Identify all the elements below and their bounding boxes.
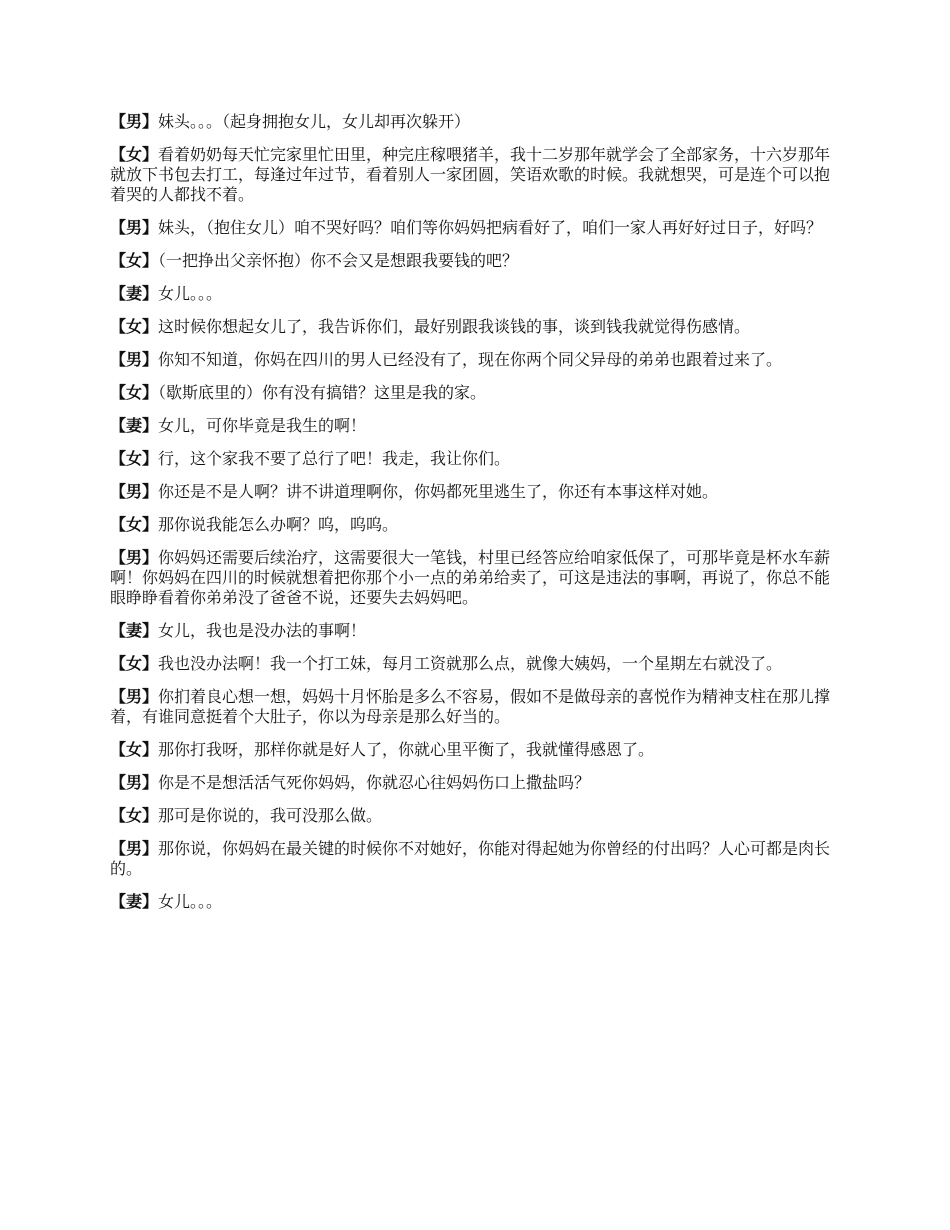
speaker-tag: 【妻】 bbox=[110, 284, 159, 303]
speaker-tag: 【妻】 bbox=[110, 416, 159, 435]
speaker-tag: 【男】 bbox=[110, 482, 159, 501]
dialogue-paragraph bbox=[110, 350, 840, 370]
dialogue-line: 你妈妈还需要后续治疗，这需要很大一笔钱，村里已经答应给咱家低保了，可那毕竟是杯水车薪啊！你妈妈在四川的时候就想着把你那个小一点的弟弟给卖了，可这是违法的事啊，再说了，你总不能眼睁睁看着你弟弟没了爸爸不说，还要失去妈妈吧。 bbox=[110, 548, 831, 607]
dialogue-paragraph bbox=[110, 773, 840, 793]
dialogue-line: 这时候你想起女儿了，我告诉你们，最好别跟我谈钱的事，谈到钱我就觉得伤感情。 bbox=[158, 317, 751, 336]
dialogue-paragraph bbox=[110, 806, 840, 826]
dialogue-line: 你知不知道，你妈在四川的男人已经没有了，现在你两个同父异母的弟弟也跟着过来了。 bbox=[158, 350, 783, 369]
speaker-tag: 【男】 bbox=[110, 350, 159, 369]
dialogue-paragraph bbox=[110, 482, 840, 502]
dialogue-paragraph bbox=[110, 654, 840, 674]
speaker-tag: 【妻】 bbox=[110, 621, 159, 640]
speaker-tag: 【男】 bbox=[110, 839, 159, 858]
speaker-tag: 【女】 bbox=[110, 515, 159, 534]
dialogue-paragraph bbox=[110, 112, 840, 132]
dialogue-paragraph bbox=[110, 892, 840, 912]
dialogue-line: 你还是不是人啊？讲不讲道理啊你，你妈都死里逃生了，你还有本事这样对她。 bbox=[158, 482, 719, 501]
dialogue-paragraph bbox=[110, 145, 840, 205]
dialogue-line: 行，这个家我不要了总行了吧！我走，我让你们。 bbox=[158, 449, 511, 468]
speaker-tag: 【男】 bbox=[110, 687, 159, 706]
speaker-tag: 【男】 bbox=[110, 218, 159, 237]
dialogue-line: 看着奶奶每天忙完家里忙田里，种完庄稼喂猪羊，我十二岁那年就学会了全部家务，十六岁那年就放下书包去打工，每逢过年过节，看着别人一家团圆，笑语欢歌的时候。我就想哭，可是连个可以抱着哭的人都找不着。 bbox=[110, 145, 831, 204]
dialogue-paragraph bbox=[110, 218, 840, 238]
dialogue-paragraph bbox=[110, 687, 840, 727]
speaker-tag: 【女】 bbox=[110, 806, 159, 825]
dialogue-paragraph bbox=[110, 740, 840, 760]
dialogue-paragraph bbox=[110, 383, 840, 403]
dialogue-paragraph bbox=[110, 251, 840, 271]
dialogue-line: 那你打我呀，那样你就是好人了，你就心里平衡了，我就懂得感恩了。 bbox=[158, 740, 655, 759]
dialogue-line: 女儿，可你毕竟是我生的啊！ bbox=[158, 416, 367, 435]
speaker-tag: 【妻】 bbox=[110, 892, 159, 911]
speaker-tag: 【男】 bbox=[110, 773, 159, 792]
dialogue-paragraph bbox=[110, 515, 840, 535]
dialogue-paragraph bbox=[110, 317, 840, 337]
speaker-tag: 【女】 bbox=[110, 145, 159, 164]
speaker-tag: 【女】 bbox=[110, 317, 159, 336]
dialogue-line: 女儿。。。 bbox=[158, 892, 223, 911]
dialogue-line: 女儿。。。 bbox=[158, 284, 223, 303]
dialogue-paragraph bbox=[110, 839, 840, 879]
dialogue-paragraph bbox=[110, 284, 840, 304]
dialogue-line: （歇斯底里的）你有没有搞错？这里是我的家。 bbox=[158, 383, 487, 402]
dialogue-line: 那你说我能怎么办啊？呜，呜呜。 bbox=[158, 515, 399, 534]
dialogue-line: 女儿，我也是没办法的事啊！ bbox=[158, 621, 367, 640]
dialogue-line: 妹头，（抱住女儿）咱不哭好吗？咱们等你妈妈把病看好了，咱们一家人再好好过日子，好吗？ bbox=[158, 218, 823, 237]
speaker-tag: 【女】 bbox=[110, 654, 159, 673]
dialogue-line: 那可是你说的，我可没那么做。 bbox=[158, 806, 383, 825]
dialogue-line: （一把挣出父亲怀抱）你不会又是想跟我要钱的吧？ bbox=[158, 251, 519, 270]
dialogue-line: 你扪着良心想一想，妈妈十月怀胎是多么不容易，假如不是做母亲的喜悦作为精神支柱在那儿撑着，有谁同意挺着个大肚子，你以为母亲是那么好当的。 bbox=[110, 687, 831, 726]
speaker-tag: 【女】 bbox=[110, 383, 159, 402]
dialogue-paragraph bbox=[110, 548, 840, 608]
speaker-tag: 【男】 bbox=[110, 548, 159, 567]
dialogue-paragraph bbox=[110, 449, 840, 469]
dialogue-line: 那你说，你妈妈在最关键的时候你不对她好，你能对得起她为你曾经的付出吗？人心可都是肉长的。 bbox=[110, 839, 831, 878]
dialogue-line: 我也没办法啊！我一个打工妹，每月工资就那么点，就像大姨妈，一个星期左右就没了。 bbox=[158, 654, 783, 673]
dialogue-line: 你是不是想活活气死你妈妈，你就忍心往妈妈伤口上撒盐吗？ bbox=[158, 773, 591, 792]
speaker-tag: 【男】 bbox=[110, 112, 159, 131]
dialogue-paragraph bbox=[110, 416, 840, 436]
dialogue-paragraph bbox=[110, 621, 840, 641]
dialogue-body bbox=[110, 112, 840, 925]
speaker-tag: 【女】 bbox=[110, 251, 159, 270]
speaker-tag: 【女】 bbox=[110, 740, 159, 759]
speaker-tag: 【女】 bbox=[110, 449, 159, 468]
dialogue-line: 妹头。。。（起身拥抱女儿，女儿却再次躲开） bbox=[158, 112, 471, 131]
